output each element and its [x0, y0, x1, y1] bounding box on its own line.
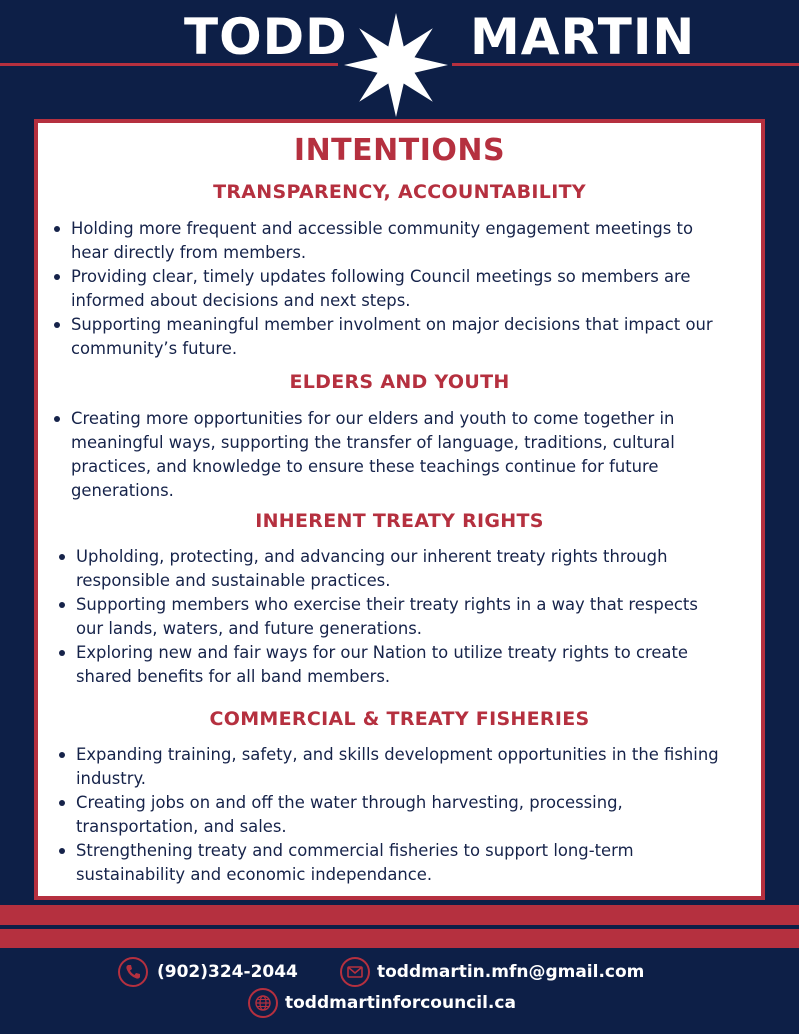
bullet-dot	[59, 800, 65, 806]
list-item: Upholding, protecting, and advancing our inherent treaty rights through responsible and sustainable practices.	[59, 545, 724, 593]
phone-icon	[118, 957, 148, 987]
bullet-dot	[59, 848, 65, 854]
list-item: Expanding training, safety, and skills development opportunities in the fishing industry.	[59, 743, 724, 791]
footer-stripe-bottom	[0, 929, 799, 948]
star-icon	[340, 10, 452, 120]
list-item: Holding more frequent and accessible community engagement meetings to hear directly from members.	[54, 217, 719, 265]
list-item: Supporting meaningful member involment on major decisions that impact our community’s future.	[54, 313, 719, 361]
list-item: Providing clear, timely updates following Council meetings so members are informed about decisions and next steps.	[54, 265, 719, 313]
header-first-name: TODD	[184, 8, 348, 66]
list-item: Strengthening treaty and commercial fisheries to support long-term sustainability and economic independance.	[59, 839, 724, 887]
section-heading-treaty-rights: INHERENT TREATY RIGHTS	[255, 510, 544, 532]
section-heading-fisheries: COMMERCIAL & TREATY FISHERIES	[209, 708, 590, 730]
email-link[interactable]: toddmartin.mfn@gmail.com	[377, 962, 645, 982]
section-heading-transparency: TRANSPARENCY, ACCOUNTABILITY	[213, 181, 586, 203]
phone-number[interactable]: (902)324-2044	[157, 962, 298, 982]
bullet-dot	[54, 416, 60, 422]
bullet-dot	[54, 322, 60, 328]
list-item: Creating jobs on and off the water through harvesting, processing, transportation, and sales.	[59, 791, 724, 839]
list-item: Supporting members who exercise their treaty rights in a way that respects our lands, waters, and future generations.	[59, 593, 724, 641]
bullet-list-elders	[38, 407, 719, 503]
section-heading-elders: ELDERS AND YOUTH	[289, 371, 510, 393]
bullet-list-treaty-rights	[38, 545, 724, 689]
mail-icon	[340, 957, 370, 987]
bullet-list-transparency	[38, 217, 719, 361]
bullet-dot	[54, 274, 60, 280]
bullet-list-fisheries	[38, 743, 724, 887]
intentions-panel	[34, 119, 765, 900]
bullet-dot	[59, 752, 65, 758]
header-last-name: MARTIN	[470, 8, 696, 66]
list-item: Exploring new and fair ways for our Nation to utilize treaty rights to create shared benefits for all band members.	[59, 641, 724, 689]
website-link[interactable]: toddmartinforcouncil.ca	[285, 993, 516, 1013]
list-item: Creating more opportunities for our elders and youth to come together in meaningful ways, supporting the transfer of language, traditions, cultural practices, and knowledge to ensure these teachings continue for future generations.	[54, 407, 719, 503]
globe-icon	[248, 988, 278, 1018]
footer-stripe-top	[0, 905, 799, 925]
bullet-dot	[59, 554, 65, 560]
bullet-dot	[59, 650, 65, 656]
bullet-dot	[59, 602, 65, 608]
page-title: INTENTIONS	[293, 133, 506, 168]
bullet-dot	[54, 226, 60, 232]
